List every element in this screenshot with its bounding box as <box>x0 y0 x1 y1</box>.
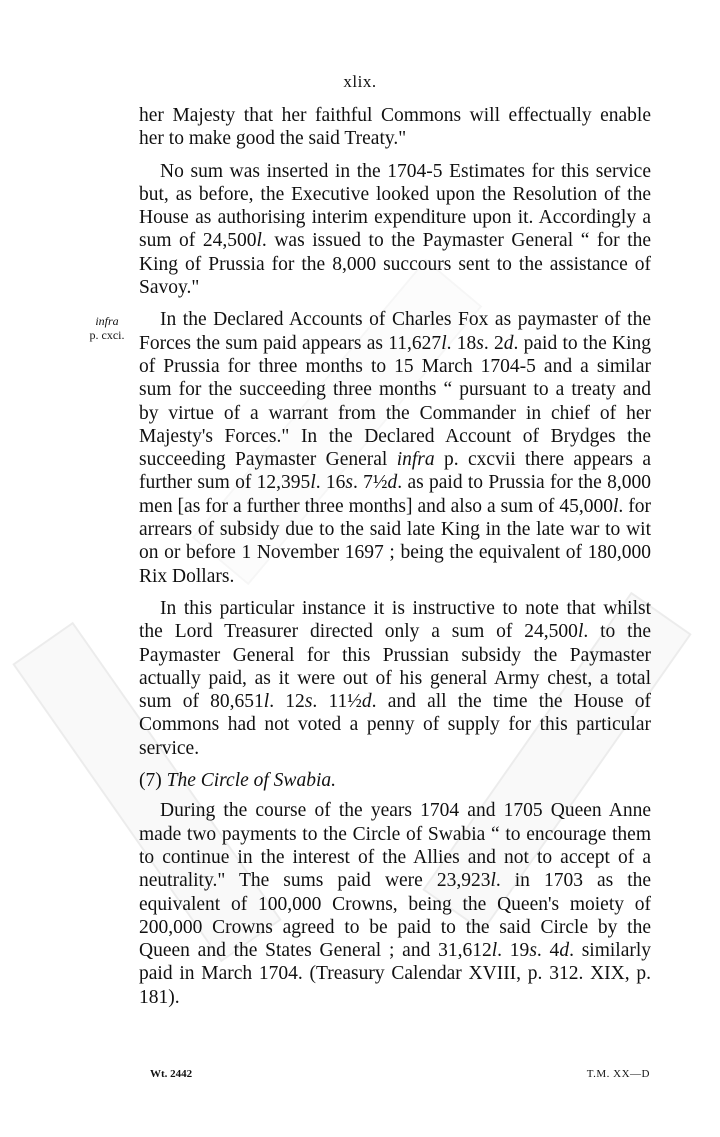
text-run: . 7½ <box>353 472 388 494</box>
text-run: During the course of the years 1704 and 1705 Queen Anne made two payments to the Circle of Swabia “ to encourage them to continue in the interest of the Allies and not to accept of a neutrality." The sums paid were 23,923 <box>139 800 651 892</box>
italic-text-run: s <box>529 940 537 962</box>
italic-text-run: s <box>476 332 484 354</box>
footer-print-code: Wt. 2442 <box>150 1068 193 1080</box>
paragraph <box>139 160 651 300</box>
text-run: In the Declared Accounts of Charles Fox as paymaster of the Forces the sum paid appears as 11,627 <box>139 309 651 354</box>
text-run: . paid to the King of Prussia for three months to 15 March 1704-5 and a similar sum for the succeeding three months “ pursuant to a treaty and by virtue of a warrant from the Commander in chief of her Majesty's Forces." In the Declared Account of Brydges the succeeding Paymaster General <box>139 332 651 471</box>
text-run: her Majesty that her faithful Commons will effectually enable her to make good the said Treaty." <box>139 105 651 150</box>
italic-text-run: s <box>345 472 353 494</box>
italic-text-run: d <box>387 472 398 494</box>
italic-text-run: d <box>503 332 514 354</box>
text-run: . in 1703 as the equivalent of 100,000 Crowns, being the Queen's moiety of 200,000 Crowns agreed to be paid to the said Circle by the Queen and the States General ; and 31,612 <box>139 870 652 962</box>
side-note-page: p. cxci. <box>89 328 125 342</box>
page-number: xlix. <box>343 72 377 91</box>
text-run: . 18 <box>446 332 477 354</box>
italic-text-run: d <box>559 940 570 962</box>
italic-text-run: l <box>577 621 584 643</box>
paragraph <box>139 597 651 760</box>
italic-text-run: l <box>263 691 270 713</box>
italic-text-run: The Circle of Swabia. <box>166 770 336 792</box>
text-run: . 16 <box>315 472 346 494</box>
text-run: In this particular instance it is instructive to note that whilst the Lord Treasurer directed only a sum of 24,500 <box>139 597 651 643</box>
footer-signature-mark: T.M. XX—D <box>586 1068 650 1080</box>
text-run: . for arrears of subsidy due to the said late King in the late war to wit on or before 1 November 1697 ; being the equivalent of 180,000 Rix Dollars. <box>139 495 651 587</box>
italic-text-run: l <box>490 870 496 892</box>
body-text <box>139 104 651 1018</box>
italic-text-run: l <box>310 472 316 494</box>
text-run: . and all the time the House of Commons had not voted a penny of supply for this particular service. <box>139 691 652 759</box>
text-run: . as paid to Prussia for the 8,000 men [as for a further three months] and also a sum of 45,000 <box>139 472 651 517</box>
text-run: (7) <box>139 770 167 792</box>
paragraph <box>139 104 651 151</box>
italic-text-run: d <box>361 691 372 713</box>
italic-text-run: l <box>441 332 447 354</box>
text-run: . 2 <box>483 332 504 354</box>
text-run: . 4 <box>536 940 560 962</box>
text-run: . 11½ <box>312 691 362 713</box>
text-run: p. cxcvii there appears a further sum of 12,395 <box>139 449 651 494</box>
text-run: . was issued to the Paymaster General “ for the King of Prussia for the 8,000 succours sent to the assistance of Savoy." <box>139 230 652 299</box>
paragraph <box>139 308 651 588</box>
side-note-ref: infra <box>95 314 119 328</box>
text-run: No sum was inserted in the 1704-5 Estimates for this service but, as before, the Executive looked upon the Resolution of the House as authorising interim expenditure upon it. Accordingly a sum of 24,500 <box>139 160 651 252</box>
italic-text-run: infra <box>396 449 435 471</box>
side-note <box>82 314 132 342</box>
text-run: . 12 <box>269 691 305 713</box>
paragraph <box>139 799 651 1009</box>
text-run: . 19 <box>497 940 530 962</box>
text-run: . similarly paid in March 1704. (Treasury Calendar XVIII, p. 312. XIX, p. 181). <box>139 940 652 1008</box>
italic-text-run: l <box>612 495 619 517</box>
italic-text-run: l <box>256 230 262 252</box>
text-run: . to the Paymaster General for this Prussian subsidy the Paymaster actually paid, as it were out of his general Army chest, a total sum of 80,651 <box>139 621 651 713</box>
section-heading <box>139 769 651 792</box>
italic-text-run: l <box>491 940 498 962</box>
italic-text-run: s <box>304 691 313 713</box>
